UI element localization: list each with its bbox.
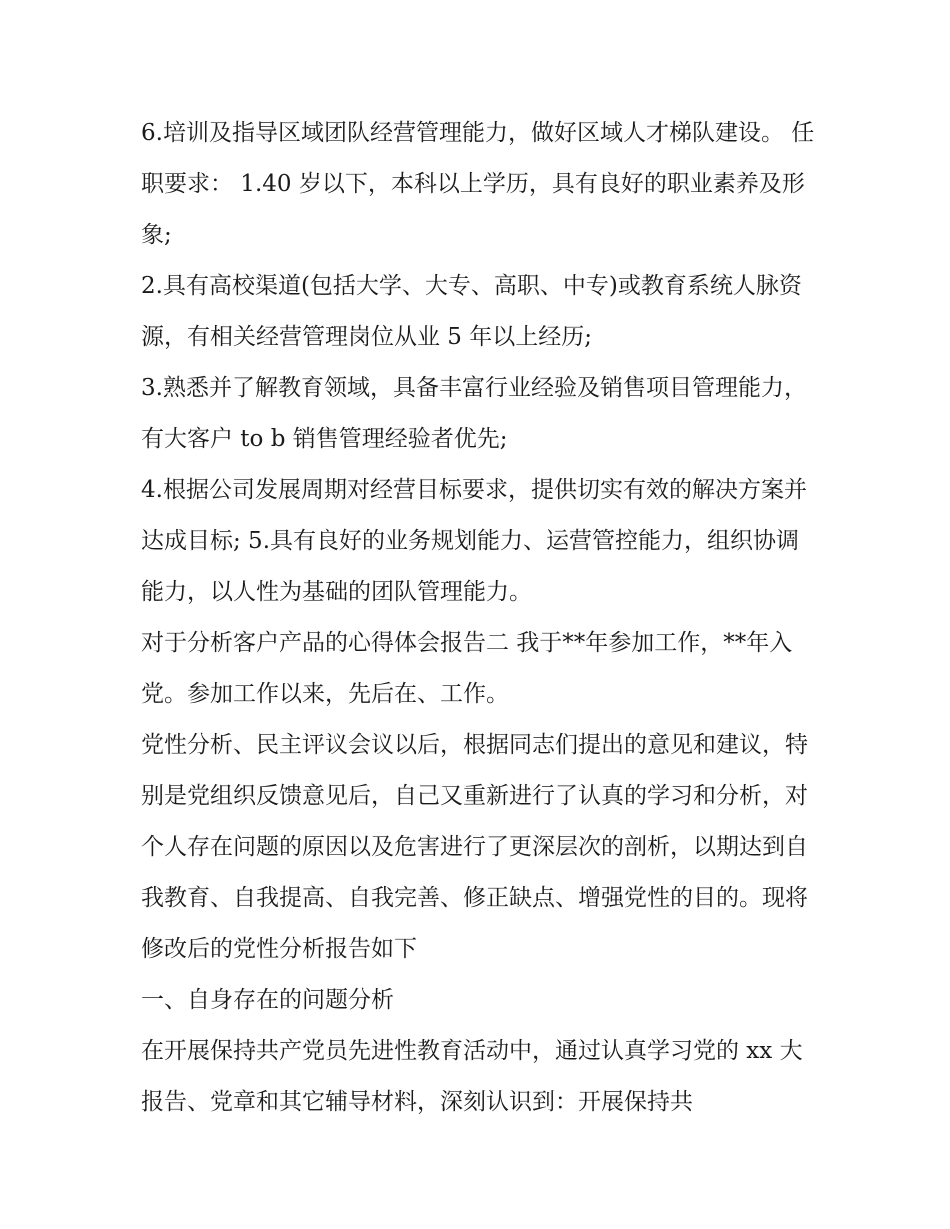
paragraph-party-analysis: 党性分析、民主评议会议以后，根据同志们提出的意见和建议，特别是党组织反馈意见后，自己又重新进行了认真的学习和分析，对个人存在问题的原因以及危害进行了更深层次的剖析，以期达到自我教育、自我提高、自我完善、修正缺点、增强党性的目的。现将修改后的党性分析报告如下	[141, 732, 808, 962]
paragraph-job-duty-6: 6.培训及指导区域团队经营管理能力，做好区域人才梯队建设。 任职要求： 1.40 岁以下，本科以上学历，具有良好的职业素养及形象;	[141, 120, 815, 248]
paragraph-education-activity: 在开展保持共产党员先进性教育活动中，通过认真学习党的 xx 大报告、党章和其它辅导材料，深刻认识到：开展保持共	[141, 1038, 803, 1115]
paragraph-requirement-2: 2.具有高校渠道(包括大学、大专、高职、中专)或教育系统人脉资源，有相关经营管理岗位从业 5 年以上经历;	[141, 273, 802, 350]
paragraph-requirement-3: 3.熟悉并了解教育领域，具备丰富行业经验及销售项目管理能力，有大客户 to b 销售管理经验者优先;	[141, 375, 807, 452]
paragraph-requirement-4-5: 4.根据公司发展周期对经营目标要求，提供切实有效的解决方案并达成目标; 5.具有良好的业务规划能力、运营管控能力，组织协调能力，以人性为基础的团队管理能力。	[141, 477, 807, 605]
paragraph-report-intro: 对于分析客户产品的心得体会报告二 我于**年参加工作，**年入党。参加工作以来，先后在、工作。	[141, 630, 793, 707]
section-heading: 一、自身存在的问题分析	[141, 987, 394, 1013]
document-body	[141, 108, 821, 1128]
